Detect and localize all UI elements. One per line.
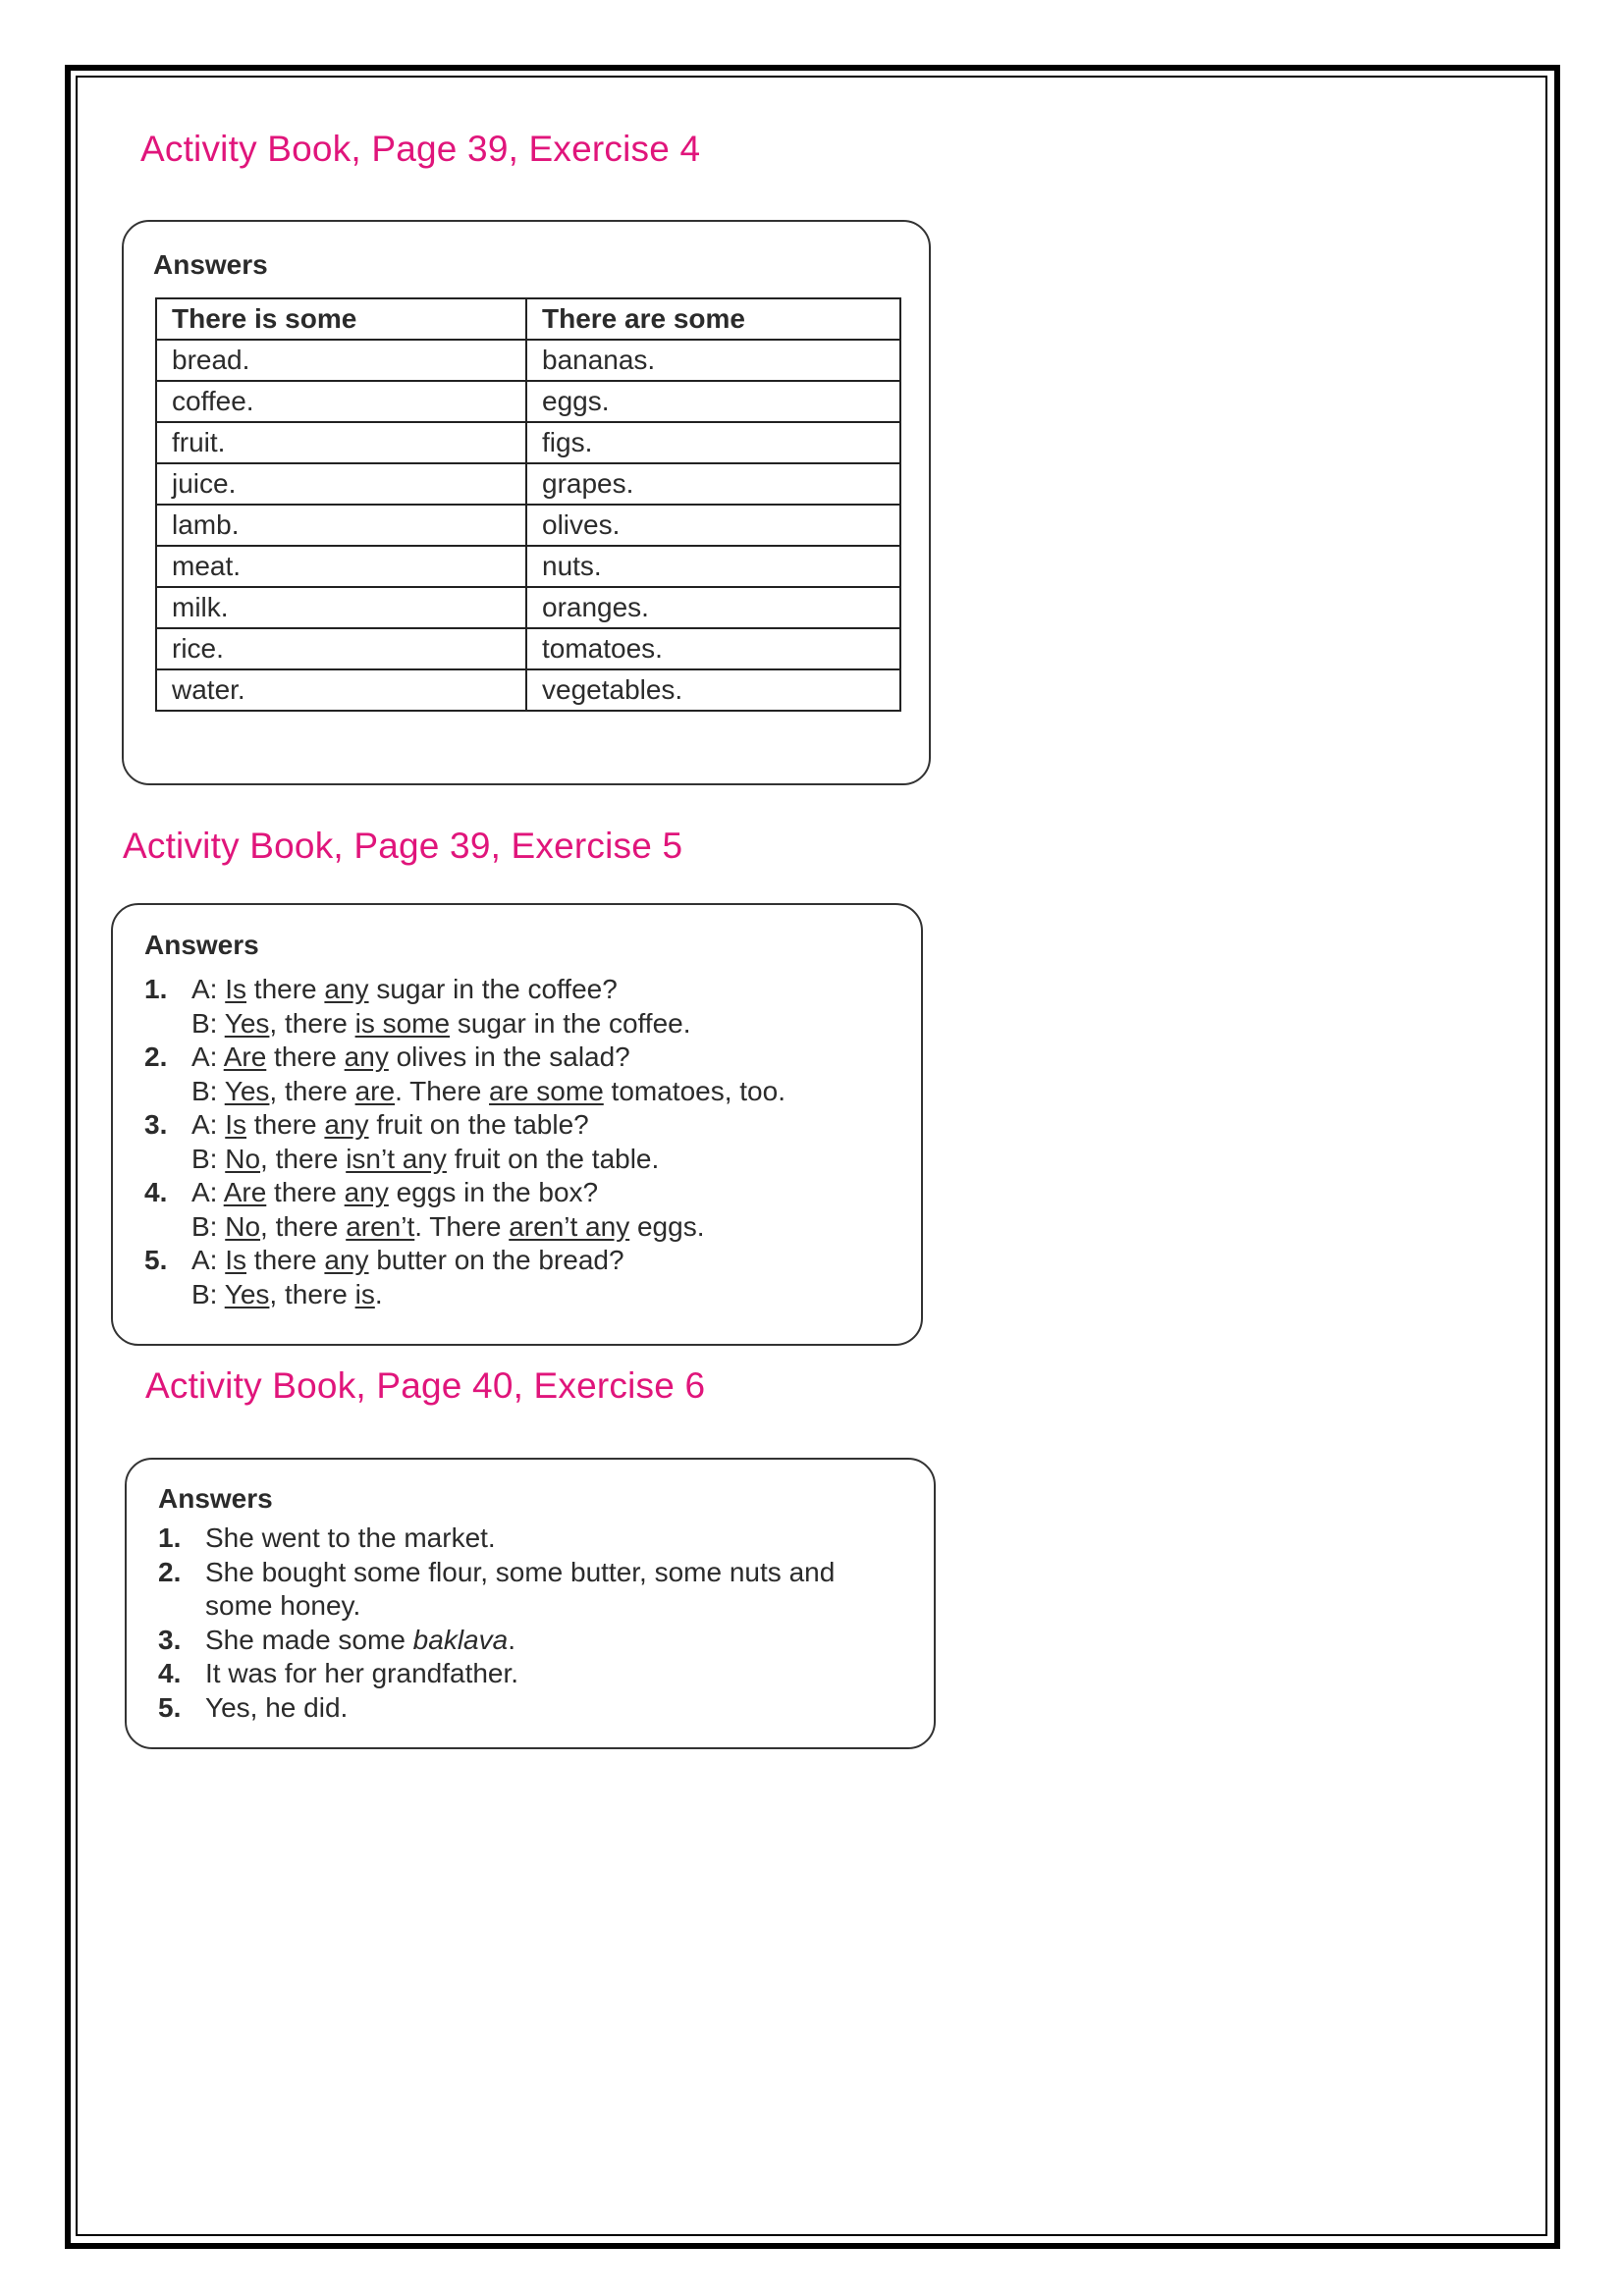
there-is-some-cell: juice. <box>156 463 526 505</box>
answers-list <box>158 1522 835 1725</box>
answer-line <box>191 1176 785 1210</box>
there-are-some-cell: nuts. <box>526 546 900 587</box>
answer-text: B: <box>191 1210 226 1242</box>
answer-item <box>144 1244 785 1311</box>
underlined-word: any <box>324 1109 369 1140</box>
underlined-word: Is <box>225 974 247 1004</box>
underlined-word: any <box>324 1245 369 1275</box>
answer-line <box>191 1143 785 1177</box>
exercise-4-heading: Activity Book, Page 39, Exercise 4 <box>140 129 701 169</box>
answer-text: A: <box>191 1177 224 1207</box>
there-is-some-cell: rice. <box>156 628 526 669</box>
there-are-some-cell: tomatoes. <box>526 628 900 669</box>
column-header: There is some <box>156 298 526 340</box>
answer-item <box>144 973 785 1041</box>
answer-text: B: <box>191 1075 225 1106</box>
there-are-some-cell: grapes. <box>526 463 900 505</box>
underlined-word: Are <box>223 1177 267 1207</box>
underlined-word: Is <box>225 1109 247 1140</box>
answer-text: some honey. <box>205 1590 361 1621</box>
table-row <box>156 587 900 628</box>
underlined-word: isn’t any <box>346 1143 447 1174</box>
answer-item <box>144 1041 785 1108</box>
answer-text: there <box>246 1109 325 1140</box>
answers-table <box>155 297 901 712</box>
answer-text: B: <box>191 1278 225 1309</box>
item-number: 2. <box>144 1041 168 1072</box>
item-number: 5. <box>158 1691 182 1723</box>
underlined-word: No <box>225 1143 261 1174</box>
table-row <box>156 340 900 381</box>
there-is-some-cell: coffee. <box>156 381 526 422</box>
answer-text: sugar in the coffee. <box>450 1007 691 1039</box>
answer-line <box>205 1556 835 1590</box>
answer-text: . There <box>414 1210 510 1242</box>
there-is-some-cell: meat. <box>156 546 526 587</box>
table-row <box>156 669 900 711</box>
table-row <box>156 505 900 546</box>
answer-item <box>158 1624 835 1658</box>
answer-text: , there <box>260 1210 347 1242</box>
answer-text: eggs in the box? <box>388 1177 599 1207</box>
column-header: There are some <box>526 298 900 340</box>
underlined-word: Are <box>223 1041 267 1072</box>
answer-text: , there <box>269 1007 355 1039</box>
underlined-word: Is <box>225 1245 247 1275</box>
answer-item <box>144 1108 785 1176</box>
exercise-5-answer-box <box>111 903 923 1346</box>
answer-text: A: <box>191 1041 224 1072</box>
there-is-some-cell: milk. <box>156 587 526 628</box>
answer-text: there <box>266 1177 345 1207</box>
underlined-word: Yes <box>224 1007 270 1039</box>
answer-text: . <box>374 1278 383 1309</box>
answer-line <box>191 1007 785 1041</box>
answer-text: B: <box>191 1007 225 1039</box>
answer-text: butter on the bread? <box>368 1245 624 1275</box>
underlined-word: No <box>225 1210 261 1242</box>
there-are-some-cell: figs. <box>526 422 900 463</box>
answer-text: . <box>508 1624 515 1655</box>
answer-item <box>144 1176 785 1244</box>
underlined-word: are <box>354 1075 396 1106</box>
answer-item <box>158 1522 835 1556</box>
answer-text: sugar in the coffee? <box>368 974 618 1004</box>
exercise-4-answer-box <box>122 220 931 785</box>
item-number: 1. <box>158 1522 182 1553</box>
answer-text: It was for her grandfather. <box>205 1658 519 1688</box>
there-are-some-cell: bananas. <box>526 340 900 381</box>
answers-label: Answers <box>158 1483 273 1514</box>
exercise-6-heading: Activity Book, Page 40, Exercise 6 <box>145 1365 706 1406</box>
answer-line <box>205 1657 835 1691</box>
italic-word: baklava <box>412 1624 509 1655</box>
answer-line <box>205 1624 835 1658</box>
answers-label: Answers <box>144 930 259 960</box>
item-number: 1. <box>144 974 168 1004</box>
answer-text: She bought some flour, some butter, some nuts and <box>205 1556 836 1587</box>
item-number: 3. <box>158 1624 182 1655</box>
answer-text: A: <box>191 974 226 1004</box>
answer-text: She made some <box>205 1624 413 1655</box>
answer-line <box>205 1691 835 1726</box>
underlined-word: aren’t any <box>509 1210 630 1242</box>
answer-text: there <box>246 1245 325 1275</box>
answer-line <box>191 1278 785 1312</box>
underlined-word: aren’t <box>346 1210 415 1242</box>
answer-text: A: <box>191 1109 226 1140</box>
answer-text: eggs. <box>629 1210 705 1242</box>
there-is-some-cell: water. <box>156 669 526 711</box>
answer-line <box>191 1041 785 1075</box>
exercise-6-answer-box <box>125 1458 936 1749</box>
underlined-word: any <box>344 1041 389 1072</box>
answer-text: olives in the salad? <box>388 1041 630 1072</box>
there-is-some-cell: lamb. <box>156 505 526 546</box>
table-row <box>156 546 900 587</box>
item-number: 4. <box>158 1658 182 1688</box>
answer-line <box>191 1244 785 1278</box>
table-row <box>156 463 900 505</box>
answer-text: . There <box>395 1075 490 1106</box>
answer-text: , there <box>269 1075 355 1106</box>
answer-line <box>191 973 785 1007</box>
item-number: 2. <box>158 1556 182 1587</box>
item-number: 5. <box>144 1245 168 1275</box>
answer-text: fruit on the table. <box>446 1143 660 1174</box>
exercise-5-heading: Activity Book, Page 39, Exercise 5 <box>123 826 683 866</box>
answer-text: , there <box>269 1278 355 1309</box>
answer-text: there <box>246 974 325 1004</box>
answer-line <box>191 1210 785 1245</box>
underlined-word: is some <box>354 1007 451 1039</box>
answer-item <box>158 1657 835 1691</box>
answer-text: Yes, he did. <box>205 1691 349 1723</box>
underlined-word: are some <box>489 1075 604 1106</box>
there-are-some-cell: eggs. <box>526 381 900 422</box>
underlined-word: any <box>324 974 369 1004</box>
answer-text: B: <box>191 1143 226 1174</box>
table-row <box>156 422 900 463</box>
underlined-word: is <box>354 1278 375 1309</box>
item-number: 4. <box>144 1177 168 1207</box>
underlined-word: Yes <box>224 1075 270 1106</box>
answer-item <box>158 1556 835 1624</box>
answer-text: She went to the market. <box>205 1522 496 1553</box>
answer-line <box>191 1108 785 1143</box>
answer-line <box>205 1522 835 1556</box>
answer-text: tomatoes, too. <box>603 1075 785 1106</box>
underlined-word: any <box>344 1177 389 1207</box>
answer-text: , there <box>260 1143 347 1174</box>
table-row <box>156 381 900 422</box>
answer-item <box>158 1691 835 1726</box>
there-is-some-cell: fruit. <box>156 422 526 463</box>
there-are-some-cell: oranges. <box>526 587 900 628</box>
answer-line <box>191 1075 785 1109</box>
answer-line <box>205 1589 835 1624</box>
answers-label: Answers <box>153 249 268 280</box>
underlined-word: Yes <box>224 1278 270 1309</box>
table-header-row <box>156 298 900 340</box>
there-is-some-cell: bread. <box>156 340 526 381</box>
there-are-some-cell: olives. <box>526 505 900 546</box>
item-number: 3. <box>144 1109 168 1140</box>
answer-text: fruit on the table? <box>368 1109 589 1140</box>
there-are-some-cell: vegetables. <box>526 669 900 711</box>
answer-text: there <box>266 1041 345 1072</box>
table-row <box>156 628 900 669</box>
answers-list <box>144 973 785 1311</box>
answer-text: A: <box>191 1245 226 1275</box>
